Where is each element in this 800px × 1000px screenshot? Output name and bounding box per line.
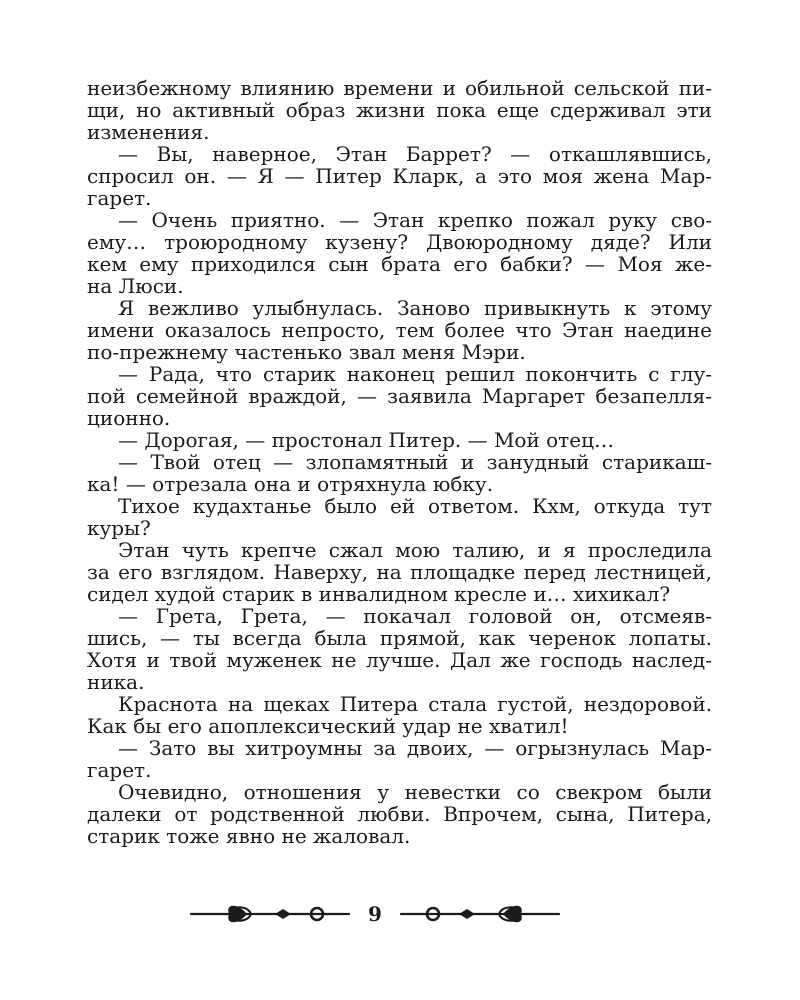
text-line: спросил он. — Я — Питер Кларк, а это моя жена Мар- bbox=[87, 164, 712, 188]
text-line: ника. bbox=[87, 670, 145, 694]
text-line: ка! — отрезала она и отряхнула юбку. bbox=[87, 472, 494, 496]
text-line: — Твой отец — злопамятный и занудный старикаш- bbox=[118, 450, 712, 474]
text-line: шись, — ты всегда была прямой, как черенок лопаты. bbox=[87, 626, 712, 650]
text-line: гарет. bbox=[87, 186, 152, 210]
flourish-left-icon bbox=[185, 898, 355, 930]
text-line: — Грета, Грета, — покачал головой он, отсмеяв- bbox=[118, 604, 712, 628]
text-line: далеки от родственной любви. Впрочем, сына, Питера, bbox=[87, 802, 712, 826]
text-line: изменения. bbox=[87, 120, 210, 144]
text-line: Хотя и твой муженек не лучше. Дал же господь наслед- bbox=[87, 648, 712, 672]
text-line: — Зато вы хитроумны за двоих, — огрызнулась Мар- bbox=[118, 736, 712, 760]
text-line: ему… троюродному кузену? Двоюродному дяде? Или bbox=[87, 230, 712, 254]
text-line: сидел худой старик в инвалидном кресле и… хихикал? bbox=[87, 582, 671, 606]
text-line: кем ему приходился сын брата его бабки? — Моя же- bbox=[87, 252, 712, 276]
text-line: неизбежному влиянию времени и обильной сельской пи- bbox=[87, 76, 712, 100]
text-line: на Люси. bbox=[87, 274, 184, 298]
text-line: ционно. bbox=[87, 406, 171, 430]
text-line: Краснота на щеках Питера стала густой, нездоровой. bbox=[118, 692, 712, 716]
text-line: гарет. bbox=[87, 758, 152, 782]
text-line: пой семейной враждой, — заявила Маргарет безапелля- bbox=[87, 384, 712, 408]
page-body bbox=[87, 77, 712, 847]
text-line: куры? bbox=[87, 516, 151, 540]
text-line: по-прежнему частенько звал меня Мэри. bbox=[87, 340, 526, 364]
page-number: 9 bbox=[368, 902, 382, 926]
page-footer bbox=[185, 898, 565, 930]
text-line: — Очень приятно. — Этан крепко пожал руку сво- bbox=[118, 208, 712, 232]
text-line: Очевидно, отношения у невестки со свекром были bbox=[118, 780, 712, 804]
text-line: за его взглядом. Наверху, на площадке перед лестницей, bbox=[87, 560, 712, 584]
text-line: Как бы его апоплексический удар не хватил! bbox=[87, 714, 569, 738]
flourish-right-icon bbox=[395, 898, 565, 930]
text-line: Я вежливо улыбнулась. Заново привыкнуть к этому bbox=[118, 296, 712, 320]
text-line: — Дорогая, — простонал Питер. — Мой отец… bbox=[118, 428, 614, 452]
text-line: Этан чуть крепче сжал мою талию, и я проследила bbox=[118, 538, 712, 562]
text-line: — Рада, что старик наконец решил покончить с глу- bbox=[118, 362, 712, 386]
text-line: — Вы, наверное, Этан Баррет? — откашлявшись, bbox=[118, 142, 712, 166]
text-line: имени оказалось непросто, тем более что Этан наедине bbox=[87, 318, 712, 342]
text-line: Тихое кудахтанье было ей ответом. Кхм, откуда тут bbox=[118, 494, 712, 518]
text-line: щи, но активный образ жизни пока еще сдерживал эти bbox=[87, 98, 712, 122]
text-line: старик тоже явно не жаловал. bbox=[87, 824, 411, 848]
